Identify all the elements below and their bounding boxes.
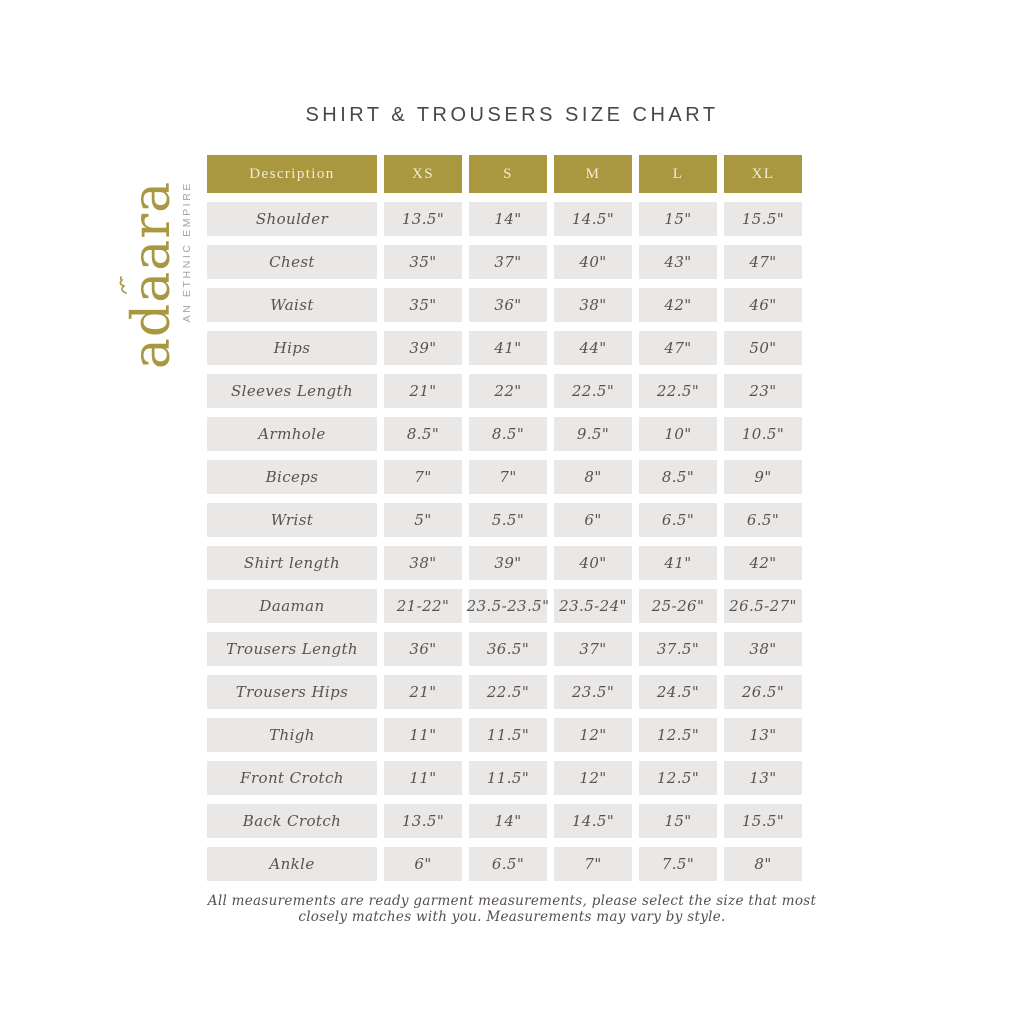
value-cell: 37" [469,245,547,279]
column-header-s: S [469,155,547,193]
value-cell: 5" [384,503,462,537]
value-cell: 22" [469,374,547,408]
value-cell: 21" [384,675,462,709]
value-cell: 13" [724,718,802,752]
value-cell: 15" [639,804,717,838]
value-cell: 8" [724,847,802,881]
value-cell: 40" [554,546,632,580]
row-label: Daaman [207,589,377,623]
value-cell: 43" [639,245,717,279]
column-header-l: L [639,155,717,193]
value-cell: 10.5" [724,417,802,451]
brand-tagline: AN ETHNIC EMPIRE [181,181,193,323]
value-cell: 11" [384,761,462,795]
value-cell: 12" [554,718,632,752]
row-label: Ankle [207,847,377,881]
value-cell: 6.5" [639,503,717,537]
size-table [207,155,802,881]
value-cell: 21" [384,374,462,408]
value-cell: 22.5" [639,374,717,408]
value-cell: 9" [724,460,802,494]
value-cell: 36" [384,632,462,666]
value-cell: 7" [554,847,632,881]
value-cell: 35" [384,288,462,322]
value-cell: 7" [384,460,462,494]
page-title: SHIRT & TROUSERS SIZE CHART [305,104,719,126]
value-cell: 36.5" [469,632,547,666]
value-cell: 7.5" [639,847,717,881]
value-cell: 15.5" [724,202,802,236]
value-cell: 22.5" [469,675,547,709]
value-cell: 23.5-24" [554,589,632,623]
value-cell: 11.5" [469,761,547,795]
footnote-line-2: closely matches with you. Measurements may vary by style. [298,909,726,925]
row-label: Shoulder [207,202,377,236]
column-header-xl: XL [724,155,802,193]
row-label: Trousers Length [207,632,377,666]
value-cell: 6" [554,503,632,537]
brand-name: adaara [122,180,182,370]
value-cell: 5.5" [469,503,547,537]
value-cell: 39" [384,331,462,365]
value-cell: 15.5" [724,804,802,838]
value-cell: 12.5" [639,761,717,795]
row-label: Trousers Hips [207,675,377,709]
row-label: Front Crotch [207,761,377,795]
row-label: Shirt length [207,546,377,580]
value-cell: 38" [724,632,802,666]
value-cell: 37" [554,632,632,666]
value-cell: 8.5" [384,417,462,451]
value-cell: 35" [384,245,462,279]
value-cell: 42" [639,288,717,322]
value-cell: 6.5" [724,503,802,537]
value-cell: 6" [384,847,462,881]
value-cell: 23.5" [554,675,632,709]
row-label: Chest [207,245,377,279]
value-cell: 6.5" [469,847,547,881]
value-cell: 21-22" [384,589,462,623]
value-cell: 14" [469,804,547,838]
value-cell: 11.5" [469,718,547,752]
row-label: Sleeves Length [207,374,377,408]
value-cell: 22.5" [554,374,632,408]
logo-swirl-icon [117,276,129,294]
value-cell: 26.5" [724,675,802,709]
footnote-line-1: All measurements are ready garment measurements, please select the size that most [207,893,817,909]
value-cell: 46" [724,288,802,322]
row-label: Hips [207,331,377,365]
value-cell: 37.5" [639,632,717,666]
value-cell: 42" [724,546,802,580]
value-cell: 12.5" [639,718,717,752]
value-cell: 13.5" [384,202,462,236]
row-label: Biceps [207,460,377,494]
value-cell: 11" [384,718,462,752]
value-cell: 44" [554,331,632,365]
row-label: Waist [207,288,377,322]
value-cell: 23" [724,374,802,408]
value-cell: 26.5-27" [724,589,802,623]
column-header-m: M [554,155,632,193]
value-cell: 7" [469,460,547,494]
row-label: Armhole [207,417,377,451]
row-label: Back Crotch [207,804,377,838]
brand-logo [122,167,210,383]
value-cell: 8" [554,460,632,494]
value-cell: 14.5" [554,202,632,236]
value-cell: 41" [469,331,547,365]
row-label: Wrist [207,503,377,537]
value-cell: 8.5" [469,417,547,451]
column-header-description: Description [207,155,377,193]
value-cell: 39" [469,546,547,580]
row-label: Thigh [207,718,377,752]
value-cell: 38" [384,546,462,580]
value-cell: 13.5" [384,804,462,838]
value-cell: 23.5-23.5" [469,589,547,623]
value-cell: 14.5" [554,804,632,838]
value-cell: 24.5" [639,675,717,709]
value-cell: 40" [554,245,632,279]
value-cell: 38" [554,288,632,322]
value-cell: 12" [554,761,632,795]
value-cell: 41" [639,546,717,580]
value-cell: 50" [724,331,802,365]
value-cell: 25-26" [639,589,717,623]
value-cell: 47" [639,331,717,365]
column-header-xs: XS [384,155,462,193]
value-cell: 47" [724,245,802,279]
value-cell: 14" [469,202,547,236]
brand-wordmark [122,180,182,370]
value-cell: 8.5" [639,460,717,494]
value-cell: 10" [639,417,717,451]
footnote [0,893,1024,925]
value-cell: 13" [724,761,802,795]
value-cell: 36" [469,288,547,322]
value-cell: 15" [639,202,717,236]
value-cell: 9.5" [554,417,632,451]
